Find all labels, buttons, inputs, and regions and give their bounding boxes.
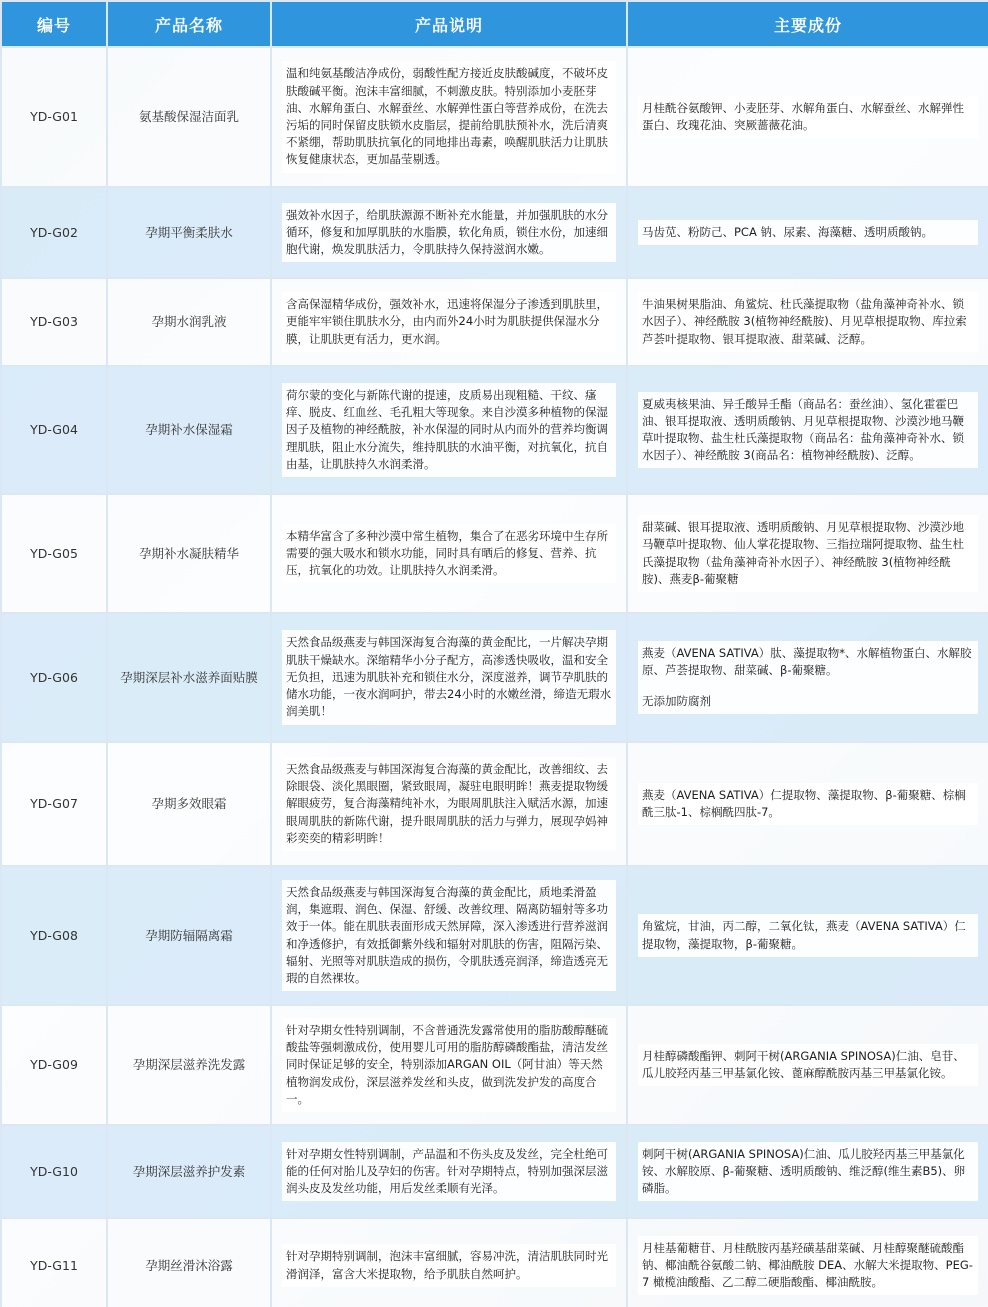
product-ingredients-cell — [627, 494, 988, 613]
product-name: 孕期平衡柔肤水 — [107, 187, 271, 278]
product-ingredients: 牛油果树果脂油、角鲨烷、杜氏藻提取物（盐角藻神奇补水、锁水因子）、神经酰胺 3(植物神经酰胺)、月见草根提取物、库拉索芦荟叶提取物、银耳提取液、甜菜碱、泛醇。 — [642, 297, 967, 346]
product-name: 孕期深层滋养洗发露 — [107, 1005, 271, 1125]
product-description-cell — [271, 866, 627, 1005]
product-name: 孕期丝滑沐浴露 — [107, 1218, 271, 1307]
header-row — [1, 1, 988, 47]
product-code: YD-G03 — [1, 278, 107, 366]
product-description: 天然食品级燕麦与韩国深海复合海藻的黄金配比，质地柔滑盈润，集遮瑕、润色、保湿、舒缓、改善纹理、隔离防辐射等多功效于一体。能在肌肤表面形成天然屏障，深入渗透进行营养滋润和净透修护，有效抵御紫外线和辐射对肌肤的伤害，阻隔污染、辐射、光照等对肌肤造成的损伤，令肌肤透亮润泽，缔造透亮无瑕的自然裸妆。 — [282, 880, 616, 991]
product-ingredients: 月桂基葡糖苷、月桂酰胺丙基羟磺基甜菜碱、月桂醇聚醚硫酸酯钠、椰油酰谷氨酸二钠、椰油酰胺 DEA、水解大米提取物、PEG-7 橄榄油酸酯、乙二醇二硬脂酸酯、椰油酰胺。 — [642, 1240, 973, 1290]
product-ingredients-cell — [627, 1125, 988, 1218]
product-ingredients: 马齿苋、粉防己、PCA 钠、尿素、海藻糖、透明质酸钠。 — [642, 224, 933, 239]
product-description-cell — [271, 494, 627, 613]
product-name: 孕期补水凝肤精华 — [107, 494, 271, 613]
product-ingredients-box — [638, 515, 978, 592]
product-description: 荷尔蒙的变化与新陈代谢的提速，皮质易出现粗糙、干纹、瘙痒、脱皮、红血丝、毛孔粗大等现象。来自沙漠多种植物的保湿因子及植物的神经酰胺，补水保湿的同时从内而外的营养均衡调理肌肤，阻止水分流失，维持肌肤的水油平衡，对抗氧化，抗自由基，让肌肤持久水润柔滑。 — [282, 383, 616, 477]
product-ingredients: 月桂醇磷酸酯钾、刺阿干树(ARGANIA SPINOSA)仁油、皂苷、瓜儿胶羟丙基三甲基氯化铵、蓖麻醇酰胺丙基三甲基氯化铵。 — [642, 1048, 965, 1080]
product-description: 针对孕期特别调制，泡沫丰富细腻，容易冲洗，清洁肌肤同时光滑润泽，富含大米提取物，给予肌肤自然呵护。 — [282, 1244, 616, 1286]
header-ingredients: 主要成份 — [627, 1, 988, 47]
table-row — [1, 366, 988, 494]
table-row — [1, 1125, 988, 1218]
header-name: 产品名称 — [107, 1, 271, 47]
product-ingredients-cell — [627, 1218, 988, 1307]
product-ingredients-cell — [627, 278, 988, 366]
product-name: 氨基酸保湿洁面乳 — [107, 47, 271, 187]
product-code: YD-G04 — [1, 366, 107, 494]
product-name: 孕期补水保湿霜 — [107, 366, 271, 494]
table-row — [1, 187, 988, 278]
product-ingredients-cell — [627, 366, 988, 494]
product-ingredients-box — [638, 1236, 978, 1296]
table-row — [1, 613, 988, 742]
product-description: 针对孕期女性特别调制，不含普通洗发露常使用的脂肪酸醇醚硫酸盐等强刺激成份，使用婴儿可用的脂肪醇磷酸酯盐，清洁发丝同时保证足够的安全，特别添加ARGAN OIL（阿甘油）等天然植物润发成份，深层滋养发丝和头皮，做到洗发护发的高度合一。 — [282, 1018, 616, 1112]
product-description: 天然食品级燕麦与韩国深海复合海藻的黄金配比，一片解决孕期肌肤干燥缺水。深缩精华小分子配方，高渗透快吸收，温和安全无负担，迅速为肌肤补充和锁住水分，深度滋养，调节孕肌肤的储水功能，一夜水润呵护，带去24小时的水嫩丝滑，缔造无瑕水润美肌！ — [282, 630, 616, 724]
product-description-cell — [271, 366, 627, 494]
product-description: 强效补水因子，给肌肤源源不断补充水能量，并加强肌肤的水分循环，修复和加厚肌肤的水脂膜，软化角质，锁住水份，加速细胞代谢，焕发肌肤活力，令肌肤持久保持滋润水嫩。 — [282, 203, 616, 263]
product-ingredients-cell — [627, 613, 988, 742]
table-row — [1, 278, 988, 366]
product-description-cell — [271, 1005, 627, 1125]
header-desc: 产品说明 — [271, 1, 627, 47]
product-description: 含高保湿精华成份，强效补水，迅速将保湿分子渗透到肌肤里，更能牢牢锁住肌肤水分，由内而外24小时为肌肤提供保湿水分膜，让肌肤更有活力，更水润。 — [282, 292, 616, 352]
product-ingredients: 夏威夷核果油、异壬酸异壬酯（商品名：蚕丝油）、氢化霍霍巴油、银耳提取液、透明质酸钠、月见草根提取物、沙漠沙地马鞭草叶提取物、盐生杜氏藻提取物（商品名：盐角藻神奇补水、锁水因子）、神经酰胺 3(商品名：植物神经酰胺)、泛醇。 — [642, 396, 964, 463]
product-ingredients-cell — [627, 866, 988, 1005]
product-ingredients-box — [638, 914, 978, 956]
product-description: 针对孕期女性特别调制，产品温和不伤头皮及发丝，完全杜绝可能的任何对胎儿及孕妇的伤害。针对孕期特点，特别加强深层滋润头皮及发丝功能，用后发丝柔顺有光泽。 — [282, 1142, 616, 1202]
product-ingredients: 燕麦（AVENA SATIVA）仁提取物、藻提取物、β-葡聚糖、棕榈酰三肽-1、棕榈酰四肽-7。 — [642, 787, 966, 819]
product-ingredients-cell — [627, 742, 988, 866]
product-ingredients-box — [638, 220, 978, 245]
product-ingredients-box — [638, 641, 978, 715]
product-ingredients-box — [638, 96, 978, 138]
product-ingredients: 刺阿干树(ARGANIA SPINOSA)仁油、瓜儿胶羟丙基三甲基氯化铵、水解胶原、β-葡聚糖、透明质酸钠、维泛醇(维生素B5)、卵磷脂。 — [642, 1146, 966, 1196]
product-code: YD-G02 — [1, 187, 107, 278]
product-description-cell — [271, 613, 627, 742]
product-ingredients-box — [638, 1142, 978, 1202]
product-name: 孕期防辐隔离霜 — [107, 866, 271, 1005]
product-name: 孕期深层滋养护发素 — [107, 1125, 271, 1218]
product-ingredients-box — [638, 392, 978, 469]
product-description: 天然食品级燕麦与韩国深海复合海藻的黄金配比，改善细纹、去除眼袋、淡化黑眼圈，紧致眼周，凝驻电眼明眸！燕麦提取物缓解眼疲劳，复合海藻精纯补水，为眼周肌肤注入赋活水源，加速眼周肌肤的新陈代谢，提升眼周肌肤的活力与弹力，展现孕妈神彩奕奕的精彩明眸！ — [282, 757, 616, 851]
table-row — [1, 866, 988, 1005]
product-description: 温和纯氨基酸洁净成份，弱酸性配方接近皮肤酸碱度，不破坏皮肤酸碱平衡。泡沫丰富细腻，不刺激皮肤。特别添加小麦胚芽油、水解角蛋白、水解蚕丝、水解弹性蛋白等营养成份，在洗去污垢的同时保留皮肤锁水皮脂层，提前给肌肤预补水，洗后清爽不紧绷，帮助肌肤抗氧化的同地排出毒素，唤醒肌肤活力让肌肤恢复健康状态，更加晶莹剔透。 — [282, 61, 616, 172]
product-code: YD-G10 — [1, 1125, 107, 1218]
table-row — [1, 47, 988, 187]
product-ingredients: 甜菜碱、银耳提取液、透明质酸钠、月见草根提取物、沙漠沙地马鞭草叶提取物、仙人掌花提取物、三指拉瑞阿提取物、盐生杜氏藻提取物（盐角藻神奇补水因子）、神经酰胺 3(植物神经酰胺)、燕麦β-葡聚糖 — [642, 520, 964, 586]
product-ingredients: 月桂酰谷氨酸钾、小麦胚芽、水解角蛋白、水解蚕丝、水解弹性蛋白、玫瑰花油、突厥蔷薇花油。 — [642, 100, 964, 132]
product-description-cell — [271, 278, 627, 366]
table-row — [1, 742, 988, 866]
product-code: YD-G05 — [1, 494, 107, 613]
product-ingredients-cell — [627, 1005, 988, 1125]
product-name: 孕期水润乳液 — [107, 278, 271, 366]
product-code: YD-G07 — [1, 742, 107, 866]
product-code: YD-G09 — [1, 1005, 107, 1125]
product-description-cell — [271, 47, 627, 187]
product-description-cell — [271, 1218, 627, 1307]
product-ingredients: 燕麦（AVENA SATIVA）肽、藻提取物*、水解植物蛋白、水解胶原、芦荟提取物、甜菜碱、β-葡聚糖。 — [642, 645, 972, 677]
product-ingredients: 角鲨烷，甘油，丙二醇，二氧化钛，燕麦（AVENA SATIVA）仁提取物，藻提取物，β-葡聚糖。 — [642, 919, 966, 951]
table-row — [1, 1005, 988, 1125]
product-code: YD-G08 — [1, 866, 107, 1005]
product-description-cell — [271, 187, 627, 278]
product-description-cell — [271, 742, 627, 866]
product-code: YD-G01 — [1, 47, 107, 187]
product-name: 孕期深层补水滋养面贴膜 — [107, 613, 271, 742]
product-name: 孕期多效眼霜 — [107, 742, 271, 866]
product-ingredients-cell — [627, 47, 988, 187]
product-ingredients-box — [638, 1044, 978, 1086]
header-code: 编号 — [1, 1, 107, 47]
table-row — [1, 494, 988, 613]
product-description-cell — [271, 1125, 627, 1218]
ingredient-note: 无添加防腐剂 — [642, 694, 711, 709]
table-row — [1, 1218, 988, 1307]
product-description: 本精华富含了多种沙漠中常生植物，集合了在恶劣环境中生存所需要的强大吸水和锁水功能，同时具有晒后的修复、营养、抗压，抗氧化的功效。让肌肤持久水润柔滑。 — [282, 524, 616, 584]
product-code: YD-G06 — [1, 613, 107, 742]
product-ingredients-box — [638, 783, 978, 825]
product-ingredients-box — [638, 292, 978, 352]
product-code: YD-G11 — [1, 1218, 107, 1307]
product-ingredients-cell — [627, 187, 988, 278]
